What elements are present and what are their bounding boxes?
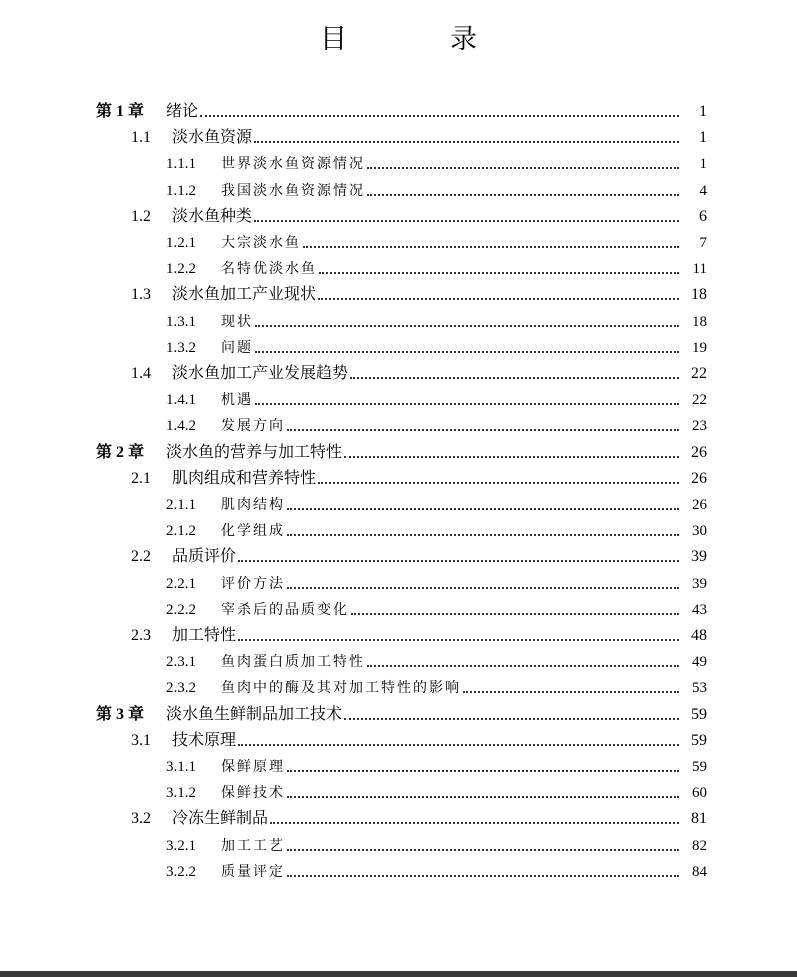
toc-leader-dots bbox=[319, 262, 679, 274]
toc-entry-number: 1.1.2 bbox=[166, 182, 196, 199]
toc-leader-dots bbox=[255, 393, 679, 405]
toc-entry-title: 淡水鱼的营养与加工特性 bbox=[166, 441, 343, 461]
toc-entry[interactable] bbox=[0, 829, 707, 855]
toc-entry[interactable] bbox=[0, 671, 707, 697]
toc-entry-page: 39 bbox=[691, 548, 707, 566]
toc-entry-title: 冷冻生鲜制品 bbox=[172, 808, 269, 828]
toc-leader-dots bbox=[367, 655, 679, 667]
toc-entry[interactable] bbox=[0, 200, 707, 226]
toc-entry-title: 机遇 bbox=[221, 392, 253, 409]
toc-entry[interactable] bbox=[0, 95, 707, 121]
toc-entry-title: 淡水鱼加工产业发展趋势 bbox=[172, 363, 349, 382]
toc-leader-dots bbox=[238, 550, 679, 562]
toc-entry-page: 59 bbox=[692, 759, 707, 775]
toc-entry-page: 22 bbox=[692, 392, 707, 409]
toc-entry[interactable] bbox=[0, 619, 707, 645]
toc-entry-number: 3.1.1 bbox=[166, 759, 196, 775]
toc-entry-page: 26 bbox=[691, 469, 707, 487]
toc-entry-title: 加工特性 bbox=[172, 625, 237, 644]
toc-entry-page: 23 bbox=[692, 418, 707, 435]
toc-leader-dots bbox=[287, 577, 679, 589]
toc-entry[interactable] bbox=[0, 121, 707, 147]
toc-entry-title: 保鲜原理 bbox=[221, 759, 285, 775]
toc-entry-number: 第 3 章 bbox=[96, 705, 145, 723]
toc-leader-dots bbox=[255, 315, 679, 327]
toc-entry-title: 现状 bbox=[221, 313, 253, 330]
toc-entry-number: 1.2 bbox=[131, 207, 151, 225]
toc-entry[interactable] bbox=[0, 409, 707, 435]
toc-entry-title: 鱼肉蛋白质加工特性 bbox=[221, 654, 365, 671]
toc-entry-number: 第 2 章 bbox=[96, 443, 145, 461]
toc-entry-title: 淡水鱼生鲜制品加工技术 bbox=[166, 703, 343, 723]
toc-entry[interactable] bbox=[0, 436, 707, 462]
toc-entry[interactable] bbox=[0, 226, 707, 252]
toc-entry[interactable] bbox=[0, 331, 707, 357]
toc-entry-page: 59 bbox=[691, 705, 707, 723]
toc-entry-number: 3.1.2 bbox=[166, 785, 196, 802]
toc-entry[interactable] bbox=[0, 645, 707, 671]
toc-entry-number: 2.2.2 bbox=[166, 601, 196, 618]
toc-entry[interactable] bbox=[0, 855, 707, 881]
toc-entry[interactable] bbox=[0, 776, 707, 802]
toc-entry-number: 2.1 bbox=[131, 469, 151, 487]
toc-entry-page: 26 bbox=[692, 497, 707, 513]
toc-entry-page: 18 bbox=[691, 286, 707, 304]
toc-entry-page: 22 bbox=[691, 365, 707, 382]
toc-leader-dots bbox=[344, 708, 679, 720]
toc-entry-title: 世界淡水鱼资源情况 bbox=[221, 156, 365, 173]
toc-leader-dots bbox=[255, 341, 679, 353]
toc-leader-dots bbox=[367, 184, 679, 196]
toc-entry-title: 鱼肉中的酶及其对加工特性的影响 bbox=[221, 680, 461, 697]
toc-entry-title: 评价方法 bbox=[221, 575, 285, 592]
toc-entry-title: 肌肉结构 bbox=[221, 497, 285, 513]
toc-entry[interactable] bbox=[0, 593, 707, 619]
toc-entry-page: 84 bbox=[692, 863, 707, 880]
toc-entry[interactable] bbox=[0, 540, 707, 566]
toc-leader-dots bbox=[287, 760, 679, 772]
toc-leader-dots bbox=[351, 603, 679, 615]
toc-entry[interactable] bbox=[0, 750, 707, 776]
toc-entry[interactable] bbox=[0, 698, 707, 724]
toc-entry[interactable] bbox=[0, 252, 707, 278]
toc-entry-number: 1.4.2 bbox=[166, 418, 196, 435]
toc-entry-number: 2.2.1 bbox=[166, 575, 196, 592]
toc-entry[interactable] bbox=[0, 802, 707, 828]
toc-leader-dots bbox=[463, 681, 679, 693]
toc-entry-page: 19 bbox=[692, 339, 707, 356]
toc-entry-number: 1.1 bbox=[131, 129, 151, 147]
toc-entry-number: 1.4 bbox=[131, 365, 151, 382]
toc-entry-number: 1.4.1 bbox=[166, 392, 196, 409]
toc-entry-page: 1 bbox=[699, 103, 707, 120]
toc-entry-number: 3.1 bbox=[131, 731, 151, 749]
toc-entry[interactable] bbox=[0, 278, 707, 304]
toc-entry-page: 43 bbox=[692, 601, 707, 618]
toc-leader-dots bbox=[200, 105, 679, 117]
toc-leader-dots bbox=[287, 524, 679, 536]
toc-leader-dots bbox=[350, 367, 679, 379]
toc-leader-dots bbox=[238, 629, 679, 641]
toc-entry-number: 1.3.2 bbox=[166, 339, 196, 356]
toc-entry-title: 宰杀后的品质变化 bbox=[221, 601, 349, 618]
toc-entry-number: 3.2.1 bbox=[166, 837, 196, 854]
toc-entry-number: 3.2 bbox=[131, 810, 151, 828]
toc-entry-title: 化学组成 bbox=[221, 523, 285, 540]
toc-entry-page: 81 bbox=[691, 810, 707, 828]
toc-entry-number: 1.2.2 bbox=[166, 261, 196, 278]
toc-entry-page: 53 bbox=[692, 680, 707, 697]
toc-entry-title: 绪论 bbox=[166, 101, 199, 120]
toc-entry-title: 加工工艺 bbox=[221, 837, 285, 854]
toc-leader-dots bbox=[287, 865, 679, 877]
toc-entry-page: 30 bbox=[692, 523, 707, 540]
toc-entry-title: 淡水鱼加工产业现状 bbox=[172, 284, 317, 304]
toc-entry-number: 2.3.2 bbox=[166, 680, 196, 697]
toc-entry[interactable] bbox=[0, 305, 707, 331]
toc-entry[interactable] bbox=[0, 488, 707, 514]
toc-leader-dots bbox=[287, 839, 679, 851]
toc-entry-title: 淡水鱼资源 bbox=[172, 127, 253, 147]
toc-entry-page: 11 bbox=[692, 261, 707, 278]
page-title: 目 录 bbox=[320, 24, 515, 55]
toc-entry[interactable] bbox=[0, 567, 707, 593]
toc-leader-dots bbox=[367, 157, 679, 169]
toc-entry-title: 肌肉组成和营养特性 bbox=[172, 467, 317, 487]
toc-entry[interactable] bbox=[0, 724, 707, 750]
toc-entry-number: 1.1.1 bbox=[166, 156, 196, 173]
toc-entry-title: 品质评价 bbox=[172, 546, 237, 566]
toc-entry-page: 7 bbox=[699, 235, 707, 251]
toc-leader-dots bbox=[270, 812, 679, 824]
toc-entry-page: 18 bbox=[692, 313, 707, 330]
toc-entry-title: 技术原理 bbox=[172, 729, 237, 749]
toc-leader-dots bbox=[254, 131, 679, 143]
toc-entry-number: 2.2 bbox=[131, 548, 151, 566]
toc-leader-dots bbox=[254, 210, 679, 222]
toc-entry-title: 名特优淡水鱼 bbox=[221, 261, 317, 278]
toc-entry-number: 第 1 章 bbox=[96, 103, 145, 120]
toc-leader-dots bbox=[238, 734, 679, 746]
toc-entry-page: 59 bbox=[691, 731, 707, 749]
toc-leader-dots bbox=[344, 446, 679, 458]
toc-entry-title: 我国淡水鱼资源情况 bbox=[221, 182, 365, 199]
toc-entry-number: 3.2.2 bbox=[166, 863, 196, 880]
toc-entry-page: 4 bbox=[699, 182, 707, 199]
toc-entry-page: 1 bbox=[699, 156, 707, 173]
toc-entry-number: 2.1.2 bbox=[166, 523, 196, 540]
toc-entry-page: 39 bbox=[692, 575, 707, 592]
toc-entry-title: 发展方向 bbox=[221, 418, 285, 435]
toc-entry-title: 淡水鱼种类 bbox=[172, 205, 253, 225]
toc-entry-page: 48 bbox=[691, 627, 707, 644]
toc-entry-page: 1 bbox=[699, 129, 707, 147]
toc-leader-dots bbox=[318, 472, 679, 484]
toc-entry-number: 2.1.1 bbox=[166, 497, 196, 513]
toc-entry-title: 质量评定 bbox=[221, 863, 285, 880]
toc-entry[interactable] bbox=[0, 357, 707, 383]
toc-leader-dots bbox=[287, 786, 679, 798]
toc-leader-dots bbox=[303, 236, 679, 248]
toc-leader-dots bbox=[287, 419, 679, 431]
toc-entry-number: 2.3 bbox=[131, 627, 151, 644]
toc-entry-title: 保鲜技术 bbox=[221, 785, 285, 802]
toc-entry-title: 问题 bbox=[221, 339, 253, 356]
toc-entry-number: 1.3 bbox=[131, 286, 151, 304]
toc-entry-page: 82 bbox=[692, 837, 707, 854]
toc-entry-title: 大宗淡水鱼 bbox=[221, 235, 301, 251]
toc-entry-page: 6 bbox=[699, 207, 707, 225]
toc-entry[interactable] bbox=[0, 174, 707, 200]
toc-entry[interactable] bbox=[0, 514, 707, 540]
toc-entry[interactable] bbox=[0, 147, 707, 173]
toc-entry-number: 1.2.1 bbox=[166, 235, 196, 251]
bottom-scrollbar-edge bbox=[0, 971, 797, 977]
toc-entry[interactable] bbox=[0, 462, 707, 488]
toc-entry[interactable] bbox=[0, 383, 707, 409]
toc-entry-page: 60 bbox=[692, 785, 707, 802]
toc-entry-page: 49 bbox=[692, 654, 707, 671]
toc-leader-dots bbox=[287, 498, 679, 510]
toc-entry-number: 2.3.1 bbox=[166, 654, 196, 671]
toc-leader-dots bbox=[318, 288, 679, 300]
toc-entry-page: 26 bbox=[691, 443, 707, 461]
toc-entry-number: 1.3.1 bbox=[166, 313, 196, 330]
